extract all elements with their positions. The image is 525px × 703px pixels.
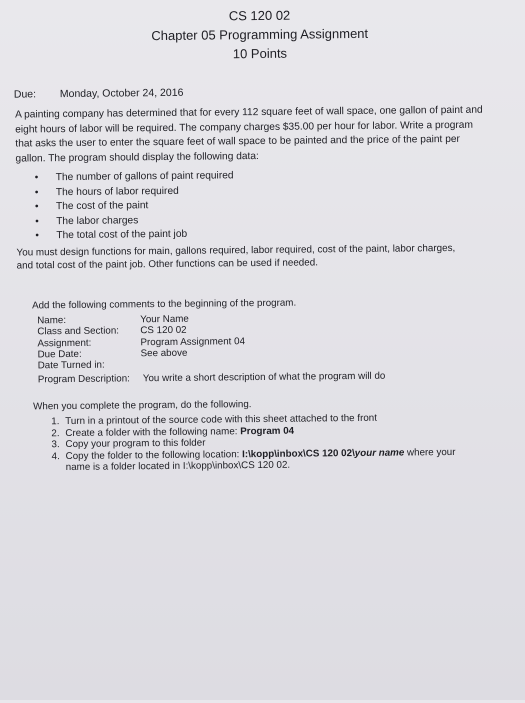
output-list <box>31 169 235 244</box>
due-line <box>14 87 184 101</box>
field-row: Class and Section: CS 120 02 <box>37 325 187 338</box>
list-item: 3. Copy your program to this folder <box>51 437 206 451</box>
functions-note <box>16 242 516 272</box>
header <box>0 3 523 65</box>
intro-line: eight hours of labor will be required. The company charges $35.00 per hour for labor. Write a program <box>15 119 473 136</box>
due-label: Due: <box>13 88 37 101</box>
course-code: CS 120 02 <box>228 7 291 24</box>
field-row: Assignment: Program Assignment 04 <box>37 335 246 349</box>
list-item: • The hours of labor required <box>31 184 234 201</box>
intro-line: gallon. The program should display the following data: <box>15 150 259 165</box>
list-item: • The cost of the paint <box>31 198 234 215</box>
intro-line: that asks the user to enter the square feet of wall space to be painted and the price of the paint per <box>15 133 460 150</box>
note-line: and total cost of the paint job. Other functions can be used if needed. <box>16 256 319 272</box>
completion-steps <box>51 412 455 474</box>
note-line: You must design functions for main, gallons required, labor required, cost of the paint, labor charges, <box>16 242 456 259</box>
bullet-icon: • <box>35 230 39 242</box>
bullet-icon: • <box>34 172 39 184</box>
bullet-icon: • <box>34 186 39 198</box>
comment-fields <box>37 312 385 386</box>
step-continuation: name is a folder located in I:\kopp\inbox\CS 120 02. <box>65 459 291 474</box>
list-item: • The total cost of the paint job <box>31 227 234 244</box>
intro-paragraph <box>15 103 516 166</box>
assignment-title: Chapter 05 Programming Assignment <box>151 25 369 44</box>
field-row: Name: Your Name <box>37 313 189 327</box>
comments-intro: Add the following comments to the beginning of the program. <box>31 297 297 312</box>
bullet-icon: • <box>35 215 39 227</box>
list-item: • The number of gallons of paint required <box>31 169 234 186</box>
intro-line: A painting company has determined that for every 112 square feet of wall space, one gallon of paint and <box>14 104 483 121</box>
completion-intro: When you complete the program, do the following. <box>33 399 252 413</box>
list-item: 2. Create a folder with the following name: Program 04 <box>51 425 295 439</box>
list-item: • The labor charges <box>31 213 234 230</box>
field-row: Date Turned in: <box>37 359 105 372</box>
due-date: Monday, October 24, 2016 <box>59 86 184 101</box>
points-value: 10 Points <box>232 45 288 62</box>
list-item: 4. Copy the folder to the following location: I:\kopp\inbox\CS 120 02\your name where your <box>51 446 456 462</box>
field-row: Program Description: You write a short description of what the program will do <box>37 371 386 386</box>
list-item: 1. Turn in a printout of the source code with this sheet attached to the front <box>51 412 377 428</box>
field-row: Due Date: See above <box>37 347 188 361</box>
bullet-icon: • <box>34 201 39 213</box>
